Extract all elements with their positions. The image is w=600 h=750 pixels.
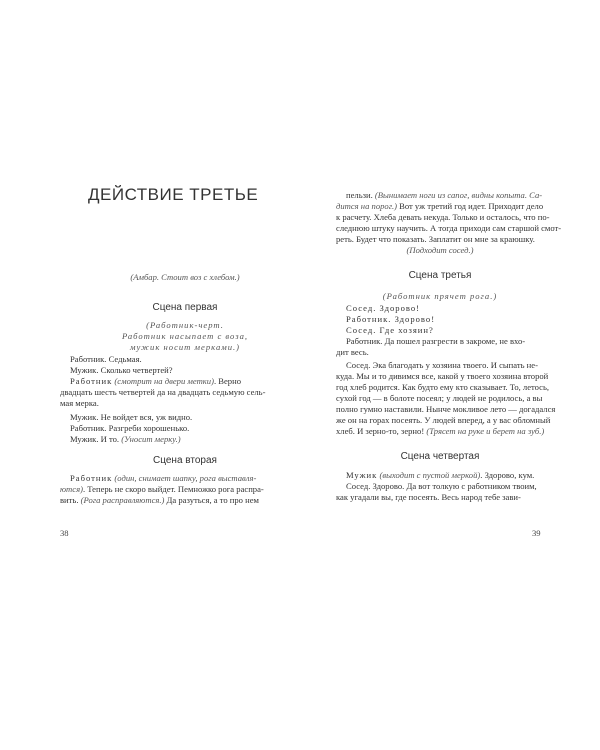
inline-direction: (смотрит на двери метки) — [112, 376, 214, 386]
scene4-line-3: как угадали вы, где посеять. Весь народ тебе зави- — [336, 492, 521, 502]
line-text: вить. — [60, 495, 81, 505]
inline-direction: (Уносит мерку.) — [121, 434, 181, 444]
line-text: Мужик. И то. — [70, 434, 122, 444]
scene3-line-11: же он на горах посеять. У людей вперед, а у вас обломный — [336, 415, 551, 425]
scene3-line-12 — [336, 426, 544, 437]
scene4-line-1 — [346, 470, 534, 481]
inline-direction: дится на порог.) — [336, 201, 397, 211]
inline-direction: ются) — [60, 484, 83, 494]
scene3-line-8: год хлеб родится. Как будто ему кто сказывает. То, летось, — [336, 382, 550, 392]
speaker-name: Работник — [70, 376, 113, 386]
scene3-line-5: дит весь. — [336, 347, 369, 357]
scene3-line-4: Работник. Да пошел разгрести в закроме, не вхо- — [346, 336, 526, 346]
scene1-line-1: Работник. Седьмая. — [70, 354, 142, 364]
scene2-line-2 — [60, 484, 264, 495]
top-line-4: следнюю штуку научить. А тогда приходи сам старшой смот- — [336, 223, 562, 233]
right-page — [300, 0, 600, 750]
scene1-direction-3: мужик носит мерками.) — [129, 342, 241, 352]
act-title: ДЕЙСТВИЕ ТРЕТЬЕ — [88, 185, 259, 204]
scene1-line-7: Работник. Разгреби хорошенько. — [70, 423, 190, 433]
page-number-left: 38 — [60, 528, 69, 538]
top-line-1 — [346, 190, 542, 201]
line-text: пельзи. — [346, 190, 375, 200]
line-text: . Здорово, кум. — [480, 470, 535, 480]
line-text: . Верно — [213, 376, 242, 386]
scene-title-3: Сцена третья — [408, 270, 472, 281]
top-direction: (Подходит сосед.) — [406, 245, 474, 255]
top-line-5: реть. Будет что показать. Заплатит он мне за краюшку. — [336, 234, 535, 244]
line-text: хлеб. И зерно-то, зерно! — [336, 426, 427, 436]
scene1-line-4: двадцать шесть четвертей да на двадцать седьмую сель- — [60, 387, 266, 397]
scene-title-4: Сцена четвертая — [400, 451, 480, 462]
scene1-line-8 — [70, 434, 181, 445]
scene2-line-1 — [70, 473, 256, 484]
scene1-line-6: Мужик. Не войдет вся, уж видно. — [70, 412, 193, 422]
scene1-direction-1: (Работник-черт. — [146, 320, 224, 330]
scene1-line-5: мая мерка. — [60, 398, 99, 408]
scene-title-1: Сцена первая — [152, 302, 218, 313]
scene3-line-3: Сосед. Где хозяин? — [346, 325, 434, 335]
scene3-line-2: Работник. Здорово! — [346, 314, 436, 324]
inline-direction: (Вынимает ноги из сапог, видны копыта. Са- — [374, 190, 543, 200]
scene2-line-3 — [60, 495, 259, 506]
speaker-name: Работник — [70, 473, 113, 483]
line-text: Вот уж третий год идет. Приходит дело — [396, 201, 544, 211]
scene3-line-6: Сосед. Эка благодать у хозяина твоего. И сыпать не- — [346, 360, 538, 370]
scene3-line-1: Сосед. Здорово! — [346, 303, 421, 313]
line-text: . Теперь не скоро выйдет. Пемножко рога распра- — [82, 484, 264, 494]
scene1-direction-2: Работник насыпает с воза, — [121, 331, 249, 341]
scene3-direction: (Работник прячет рога.) — [382, 291, 498, 301]
scene3-line-10: полно гумно наставили. Нынче мокливое лето — догадался — [336, 404, 556, 414]
page-number-right: 39 — [532, 528, 541, 538]
scene1-line-3 — [70, 376, 241, 387]
scene-title-2: Сцена вторая — [153, 455, 217, 466]
inline-direction: (один, снимает шапку, рога выставля- — [112, 473, 257, 483]
top-line-3: к расчету. Хлеба девать некуда. Только и осталось, что по- — [336, 212, 550, 222]
speaker-name: Мужик — [346, 470, 378, 480]
inline-direction: (выходит с пустой меркой) — [377, 470, 481, 480]
line-text: Да разуться, а то про нем — [164, 495, 259, 505]
scene1-line-2: Мужик. Сколько четвертей? — [70, 365, 173, 375]
scene4-line-2: Сосед. Здорово. Да вот толкую с работником твоим, — [346, 481, 537, 491]
stage-direction: (Амбар. Стоит воз с хлебом.) — [130, 272, 240, 282]
top-line-2 — [336, 201, 543, 212]
scene3-line-7: куда. Мы и то дивимся все, какой у твоего хозяина второй — [336, 371, 549, 381]
inline-direction: (Рога расправляются.) — [80, 495, 165, 505]
scene3-line-9: сухой год — в болоте посеял; у людей не родилось, а вы — [336, 393, 543, 403]
inline-direction: (Трясет на руке и берет на зуб.) — [426, 426, 545, 436]
